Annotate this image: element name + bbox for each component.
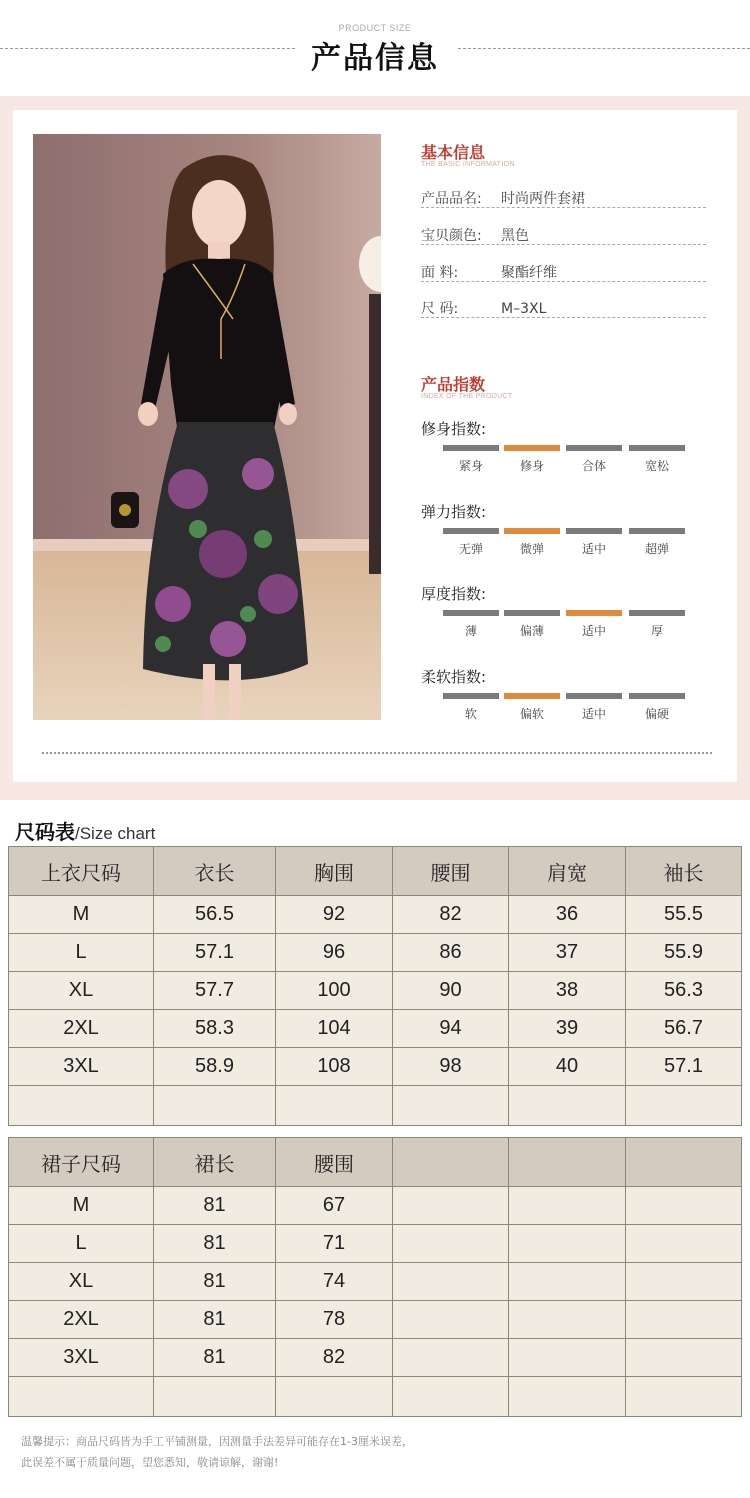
table-row (9, 1010, 742, 1048)
index-option-label: 厚 (650, 624, 663, 638)
skirt-size-table (8, 1137, 742, 1417)
table-cell: 2XL (9, 1301, 154, 1339)
table-cell (509, 1263, 626, 1301)
index-bar (629, 693, 685, 699)
page-header (0, 0, 750, 96)
table-cell: 104 (276, 1010, 393, 1048)
index-option-label: 无弹 (458, 542, 483, 556)
table-row (9, 934, 742, 972)
index-option-label: 薄 (464, 624, 477, 638)
size-chart-title-en: /Size chart (75, 824, 156, 843)
table-cell (626, 1263, 742, 1301)
index-bar (443, 528, 499, 534)
table-cell (509, 1377, 626, 1417)
table-cell: 81 (154, 1339, 276, 1377)
table-header-cell (509, 1138, 626, 1187)
table-cell: 56.3 (626, 972, 742, 1010)
table-blank-row (9, 1086, 742, 1126)
index-option-label: 宽松 (644, 459, 669, 473)
table-cell (509, 1187, 626, 1225)
page-title: 产品信息 (311, 41, 439, 76)
table-cell: 82 (393, 896, 509, 934)
table-cell (9, 1377, 154, 1417)
table-cell: 57.1 (626, 1048, 742, 1086)
table-cell (393, 1301, 509, 1339)
table-cell: XL (9, 1263, 154, 1301)
table-cell: M (9, 1187, 154, 1225)
attr-value: 聚酯纤维 (501, 265, 557, 281)
table-cell: 108 (276, 1048, 393, 1086)
table-cell (393, 1263, 509, 1301)
table-cell: 56.7 (626, 1010, 742, 1048)
table-header-row (9, 847, 742, 896)
header-subtitle: PRODUCT SIZE (338, 23, 412, 33)
attr-label: 产品品名: (421, 191, 482, 207)
index-option-label: 软 (464, 707, 477, 721)
table-cell: 100 (276, 972, 393, 1010)
table-cell: 56.5 (154, 896, 276, 934)
attr-row-name (421, 188, 706, 208)
table-header-row (9, 1138, 742, 1187)
index-option-label: 修身 (519, 459, 544, 473)
size-note-line2: 此误差不属于质量问题，望您悉知，敬请谅解，谢谢! (21, 1456, 279, 1469)
index-group-title: 弹力指数: (421, 503, 487, 521)
table-cell (509, 1225, 626, 1263)
index-bar (504, 610, 560, 616)
table-blank-row (9, 1377, 742, 1417)
table-cell (626, 1086, 742, 1126)
index-bar-selected (504, 528, 560, 534)
table-header-cell: 胸围 (276, 847, 393, 896)
table-cell: 39 (509, 1010, 626, 1048)
table-cell: 90 (393, 972, 509, 1010)
table-cell: 74 (276, 1263, 393, 1301)
attr-label: 宝贝颜色: (421, 228, 482, 244)
index-bar (566, 693, 622, 699)
table-cell: 40 (509, 1048, 626, 1086)
table-cell (626, 1301, 742, 1339)
table-row (9, 1048, 742, 1086)
basic-info-title: 基本信息 (421, 143, 486, 162)
table-row (9, 972, 742, 1010)
attr-row-fabric (421, 262, 706, 282)
table-cell: 92 (276, 896, 393, 934)
table-row (9, 1225, 742, 1263)
table-cell (509, 1086, 626, 1126)
attr-row-color (421, 225, 706, 245)
table-row (9, 896, 742, 934)
table-cell: 58.9 (154, 1048, 276, 1086)
table-cell: 2XL (9, 1010, 154, 1048)
table-header-cell: 肩宽 (509, 847, 626, 896)
table-cell: 3XL (9, 1048, 154, 1086)
table-cell: 36 (509, 896, 626, 934)
index-bar-selected (504, 445, 560, 451)
index-bar (629, 445, 685, 451)
index-bar (566, 445, 622, 451)
product-index-subtitle: INDEX OF THE PRODUCT (421, 393, 513, 400)
table-header-cell (626, 1138, 742, 1187)
index-bar (443, 445, 499, 451)
attr-value: 黑色 (501, 228, 529, 244)
table-cell: 71 (276, 1225, 393, 1263)
index-option-label: 微弹 (519, 542, 544, 556)
table-cell: 57.7 (154, 972, 276, 1010)
table-cell: 55.5 (626, 896, 742, 934)
index-bar (566, 528, 622, 534)
attr-value: M–3XL (501, 301, 547, 317)
table-header-cell (393, 1138, 509, 1187)
table-cell (9, 1086, 154, 1126)
index-group-title: 厚度指数: (421, 585, 487, 603)
table-row (9, 1263, 742, 1301)
table-cell (626, 1339, 742, 1377)
table-cell: 86 (393, 934, 509, 972)
basic-info-subtitle: THE BASIC INFORMATION (421, 161, 515, 168)
table-cell: 94 (393, 1010, 509, 1048)
index-option-label: 偏软 (519, 707, 544, 721)
table-cell: XL (9, 972, 154, 1010)
table-header-cell: 腰围 (393, 847, 509, 896)
table-cell (626, 1187, 742, 1225)
attr-row-size (421, 298, 706, 318)
table-row (9, 1301, 742, 1339)
table-cell (393, 1225, 509, 1263)
index-bar (629, 528, 685, 534)
table-cell (626, 1225, 742, 1263)
table-cell: 81 (154, 1301, 276, 1339)
table-cell: 58.3 (154, 1010, 276, 1048)
table-cell: 38 (509, 972, 626, 1010)
table-header-cell: 衣长 (154, 847, 276, 896)
table-cell: 67 (276, 1187, 393, 1225)
table-cell (509, 1301, 626, 1339)
table-cell (393, 1086, 509, 1126)
top-size-table (8, 846, 742, 1126)
size-chart-title-cn: 尺码表 (15, 820, 75, 844)
table-cell (154, 1377, 276, 1417)
table-header-cell: 腰围 (276, 1138, 393, 1187)
index-option-label: 合体 (581, 459, 606, 473)
attr-value: 时尚两件套裙 (501, 191, 585, 207)
table-cell (154, 1086, 276, 1126)
table-cell (626, 1377, 742, 1417)
attr-label: 尺 码: (421, 301, 459, 317)
index-bar-selected (566, 610, 622, 616)
table-cell: 37 (509, 934, 626, 972)
table-cell: 96 (276, 934, 393, 972)
table-cell (276, 1377, 393, 1417)
size-note-line1: 温馨提示：商品尺码皆为手工平铺测量，因测量手法差异可能存在1-3厘米误差， (21, 1435, 413, 1448)
product-index-title: 产品指数 (421, 375, 486, 394)
index-option-label: 偏硬 (644, 707, 669, 721)
table-header-cell: 上衣尺码 (9, 847, 154, 896)
index-bar (443, 693, 499, 699)
table-cell: 81 (154, 1187, 276, 1225)
table-cell: 82 (276, 1339, 393, 1377)
attr-label: 面 料: (421, 265, 459, 281)
table-cell (393, 1187, 509, 1225)
card-divider (42, 752, 712, 754)
index-option-label: 适中 (581, 624, 606, 638)
table-cell (276, 1086, 393, 1126)
table-header-cell: 裙子尺码 (9, 1138, 154, 1187)
size-chart-title (15, 816, 155, 845)
index-option-label: 适中 (581, 542, 606, 556)
table-cell (509, 1339, 626, 1377)
table-cell: 81 (154, 1225, 276, 1263)
table-cell: 3XL (9, 1339, 154, 1377)
table-cell: L (9, 934, 154, 972)
table-cell: 78 (276, 1301, 393, 1339)
index-group-title: 柔软指数: (421, 668, 487, 686)
index-bar-selected (504, 693, 560, 699)
table-cell (393, 1377, 509, 1417)
table-cell (393, 1339, 509, 1377)
table-row (9, 1187, 742, 1225)
table-header-cell: 裙长 (154, 1138, 276, 1187)
index-option-label: 偏薄 (519, 624, 544, 638)
table-cell: 81 (154, 1263, 276, 1301)
table-cell: 55.9 (626, 934, 742, 972)
product-photo (33, 134, 381, 720)
index-option-label: 超弹 (644, 542, 669, 556)
table-cell: 98 (393, 1048, 509, 1086)
index-option-label: 适中 (581, 707, 606, 721)
table-cell: L (9, 1225, 154, 1263)
table-cell: M (9, 896, 154, 934)
table-row (9, 1339, 742, 1377)
table-cell: 57.1 (154, 934, 276, 972)
index-group-title: 修身指数: (421, 420, 487, 438)
table-header-cell: 袖长 (626, 847, 742, 896)
index-bar (443, 610, 499, 616)
index-option-label: 紧身 (458, 459, 483, 473)
index-bar (629, 610, 685, 616)
